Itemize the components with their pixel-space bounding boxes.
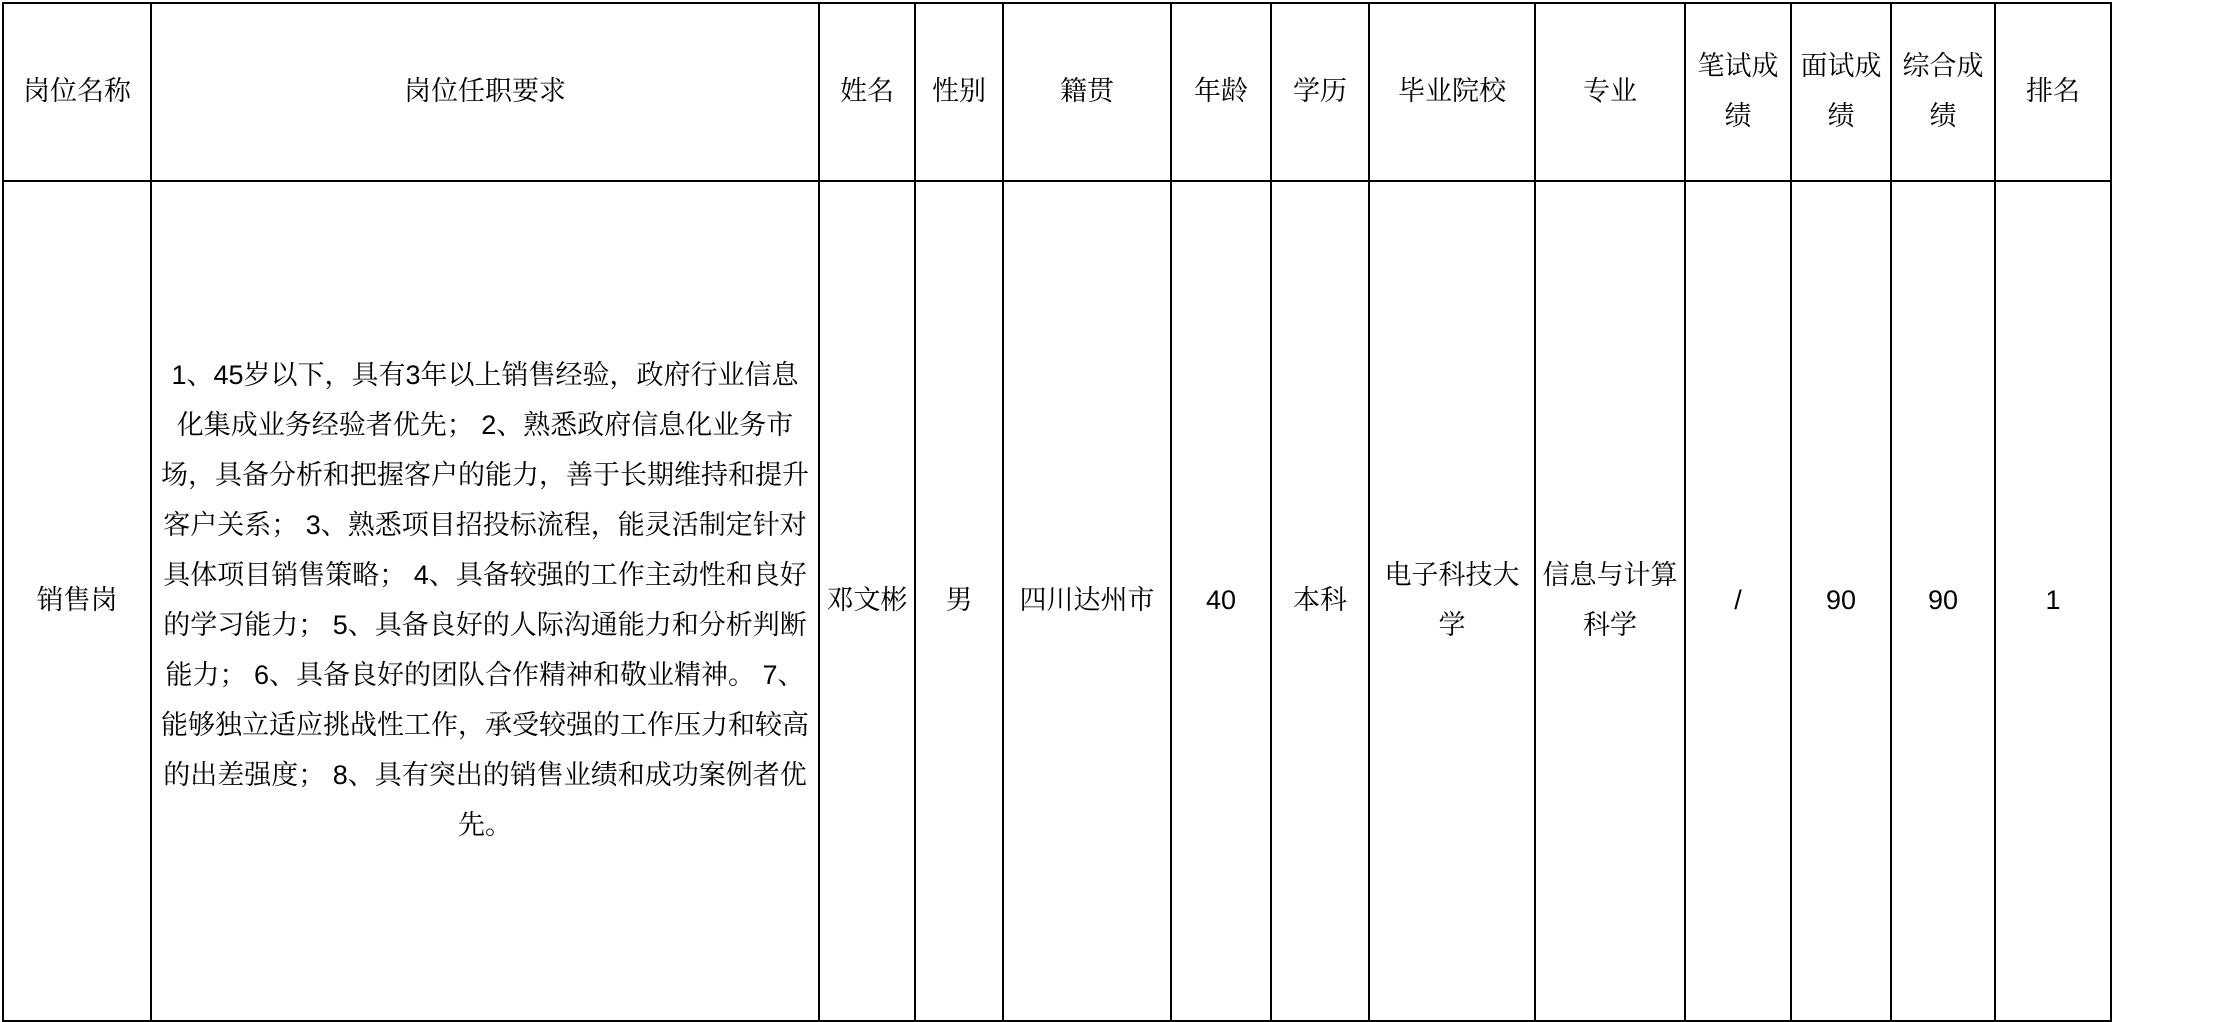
cell-major: 信息与计算科学 — [1535, 181, 1685, 1021]
column-header-written-score: 笔试成绩 — [1685, 3, 1791, 181]
cell-requirements: 1、45岁以下，具有3年以上销售经验，政府行业信息化集成业务经验者优先； 2、熟悉政府信息化业务市场，具备分析和把握客户的能力，善于长期维持和提升客户关系； 3、熟悉项目招投标流程，能灵活制定针对具体项目销售策略； 4、具备较强的工作主动性和良好的学习能力； 5、具备良好的人际沟通能力和分析判断能力； 6、具备良好的团队合作精神和敬业精神。 7、能够独立适应挑战性工作，承受较强的工作压力和较高的出差强度； 8、具有突出的销售业绩和成功案例者优先。 — [151, 181, 819, 1021]
cell-interview-score: 90 — [1791, 181, 1891, 1021]
cell-age: 40 — [1171, 181, 1271, 1021]
table-row — [3, 181, 2111, 1021]
cell-written-score: / — [1685, 181, 1791, 1021]
document-page — [0, 2, 2219, 1021]
cell-name: 邓文彬 — [819, 181, 915, 1021]
table-body — [3, 181, 2111, 1021]
column-header-age: 年龄 — [1171, 3, 1271, 181]
column-header-school: 毕业院校 — [1369, 3, 1535, 181]
column-header-post: 岗位名称 — [3, 3, 151, 181]
column-header-origin: 籍贯 — [1003, 3, 1171, 181]
column-header-requirements: 岗位任职要求 — [151, 3, 819, 181]
table-header — [3, 3, 2111, 181]
cell-school: 电子科技大学 — [1369, 181, 1535, 1021]
candidate-results-table — [2, 2, 2112, 1022]
column-header-education: 学历 — [1271, 3, 1369, 181]
column-header-major: 专业 — [1535, 3, 1685, 181]
cell-origin: 四川达州市 — [1003, 181, 1171, 1021]
column-header-interview-score: 面试成绩 — [1791, 3, 1891, 181]
cell-post: 销售岗 — [3, 181, 151, 1021]
column-header-rank: 排名 — [1995, 3, 2111, 181]
column-header-total-score: 综合成绩 — [1891, 3, 1995, 181]
table-header-row — [3, 3, 2111, 181]
column-header-name: 姓名 — [819, 3, 915, 181]
cell-education: 本科 — [1271, 181, 1369, 1021]
cell-total-score: 90 — [1891, 181, 1995, 1021]
cell-gender: 男 — [915, 181, 1003, 1021]
column-header-gender: 性别 — [915, 3, 1003, 181]
cell-rank: 1 — [1995, 181, 2111, 1021]
